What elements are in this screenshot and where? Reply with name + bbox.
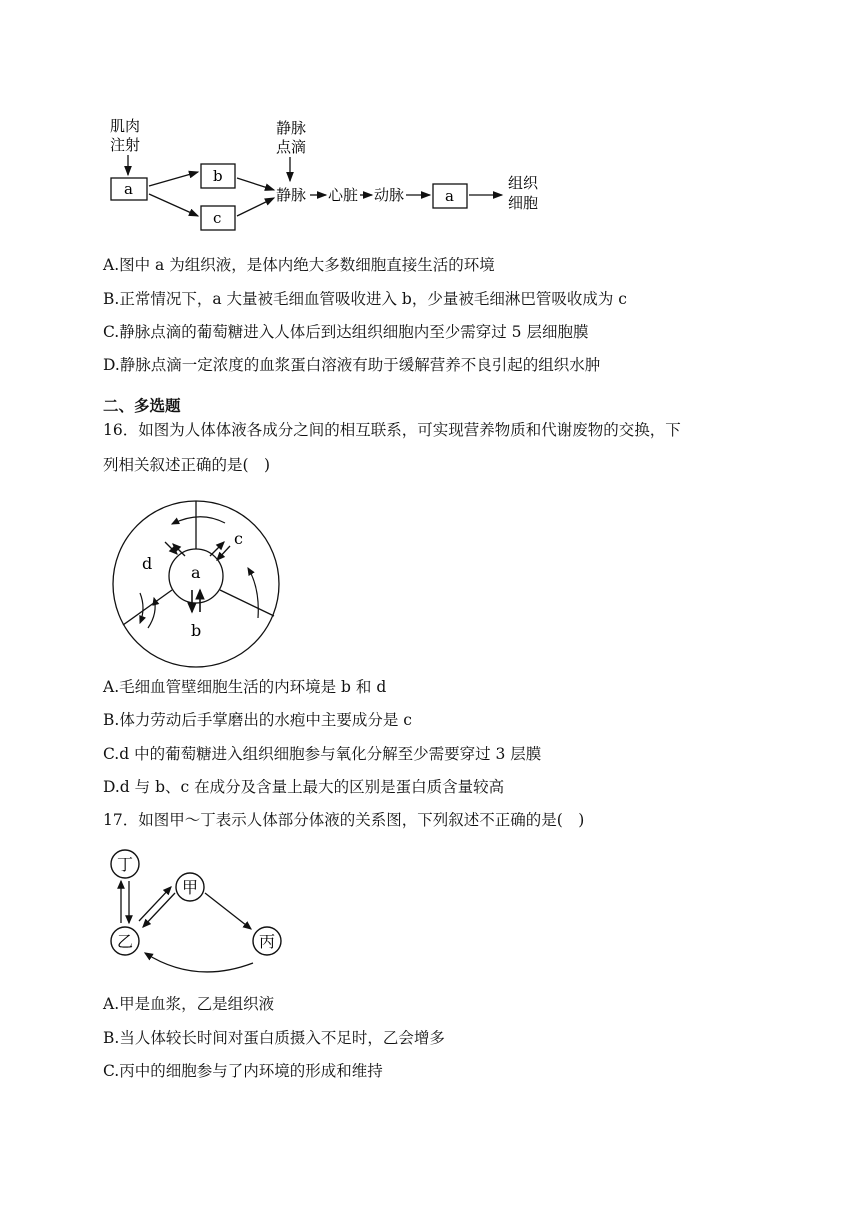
label-c: c — [234, 529, 243, 548]
node-ding-label: 丁 — [117, 855, 134, 874]
box-a-label: a — [124, 180, 133, 198]
node-yi-label: 乙 — [117, 932, 134, 951]
muscle-injection-label-1: 肌肉 — [110, 117, 141, 135]
arrow-top-curve — [172, 517, 225, 524]
q15-option-a: A.图中 a 为组织液，是体内绝大多数细胞直接生活的环境 — [103, 256, 495, 274]
arrow-jia-to-yi — [143, 893, 175, 927]
arrow-b-to-vein — [237, 178, 274, 190]
artery-label: 动脉 — [374, 186, 405, 204]
box-c-label: c — [213, 209, 222, 227]
arrow-bing-to-yi — [145, 953, 253, 972]
q16-option-a: A.毛细血管壁细胞生活的内环境是 b 和 d — [103, 678, 387, 696]
node-bing-label: 丙 — [259, 932, 276, 951]
label-a: a — [191, 563, 201, 582]
arrow-yi-to-jia — [139, 887, 171, 921]
heart-label: 心脏 — [328, 186, 359, 204]
arrow-c-to-vein — [237, 198, 274, 216]
q15-option-b: B.正常情况下，a 大量被毛细血管吸收进入 b，少量被毛细淋巴管吸收成为 c — [103, 290, 627, 308]
arrow-jia-to-bing — [205, 893, 251, 929]
iv-drip-label-1: 静脉 — [276, 119, 307, 137]
arrow-a-to-b — [149, 172, 198, 186]
arrow-c-to-a — [217, 546, 230, 560]
label-d: d — [142, 554, 153, 573]
vein-label: 静脉 — [276, 186, 307, 204]
arrow-a-to-c — [149, 194, 198, 216]
arrow-d-to-a — [165, 542, 177, 554]
box-a-second-label: a — [445, 187, 454, 205]
divider-left — [123, 590, 172, 625]
body-fluid-circle-diagram — [110, 498, 310, 670]
tissue-cell-label-1: 组织 — [508, 174, 539, 192]
q16-stem-line1: 16．如图为人体体液各成分之间的相互联系，可实现营养物质和代谢废物的交换，下 — [103, 421, 681, 439]
divider-right — [220, 590, 274, 616]
q16-stem-line2: 列相关叙述正确的是( ) — [103, 456, 271, 474]
arrow-right-curve — [248, 568, 258, 618]
iv-drip-label-2: 点滴 — [276, 138, 307, 156]
q17-option-a: A.甲是血浆，乙是组织液 — [103, 995, 275, 1013]
q16-option-b: B.体力劳动后手掌磨出的水疱中主要成分是 c — [103, 711, 412, 729]
q17-option-c: C.丙中的细胞参与了内环境的形成和维持 — [103, 1062, 383, 1080]
q16-option-c: C.d 中的葡萄糖进入组织细胞参与氧化分解至少需要穿过 3 层膜 — [103, 745, 542, 763]
q16-option-d: D.d 与 b、c 在成分及含量上最大的区别是蛋白质含量较高 — [103, 778, 505, 796]
muscle-injection-label-2: 注射 — [110, 136, 141, 154]
body-fluid-relation-diagram — [105, 845, 305, 980]
q17-option-b: B.当人体较长时间对蛋白质摄入不足时，乙会增多 — [103, 1029, 445, 1047]
arrow-left-curve-1 — [140, 593, 143, 623]
q17-stem: 17．如图甲～丁表示人体部分体液的关系图，下列叙述不正确的是( ) — [103, 811, 585, 829]
section-title: 二、多选题 — [103, 397, 181, 415]
tissue-cell-label-2: 细胞 — [508, 194, 539, 212]
label-b: b — [191, 621, 202, 640]
box-b-label: b — [213, 167, 223, 185]
flow-diagram — [0, 0, 860, 240]
q15-option-d: D.静脉点滴一定浓度的血浆蛋白溶液有助于缓解营养不良引起的组织水肿 — [103, 356, 601, 374]
q15-option-c: C.静脉点滴的葡萄糖进入人体后到达组织细胞内至少需穿过 5 层细胞膜 — [103, 323, 589, 341]
node-jia-label: 甲 — [182, 878, 199, 897]
